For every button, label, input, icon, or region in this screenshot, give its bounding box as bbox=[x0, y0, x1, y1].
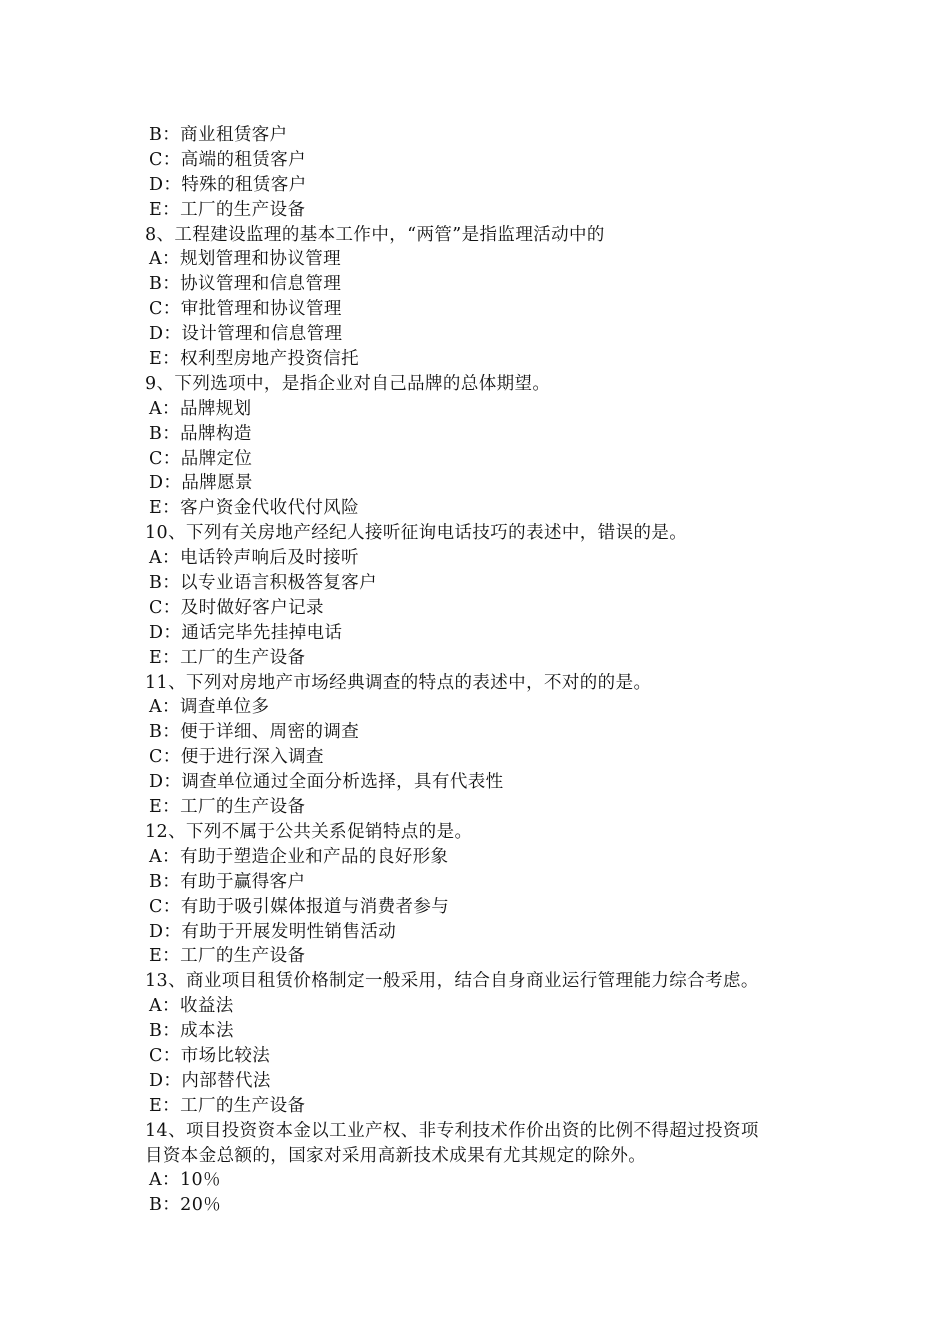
answer-option: E：工厂的生产设备 bbox=[149, 946, 306, 967]
answer-option: E：工厂的生产设备 bbox=[149, 647, 306, 668]
answer-option: A：规划管理和协议管理 bbox=[149, 249, 342, 270]
answer-option: A：调查单位多 bbox=[149, 697, 270, 718]
answer-option: A：品牌规划 bbox=[149, 398, 252, 419]
answer-option: E：客户资金代收代付风险 bbox=[149, 498, 360, 519]
question-list bbox=[145, 123, 815, 1218]
question-text: 11、下列对房地产市场经典调查的特点的表述中，不对的的是。 bbox=[145, 672, 652, 693]
answer-option: D：调查单位通过全面分析选择，具有代表性 bbox=[149, 772, 504, 793]
answer-option: B：协议管理和信息管理 bbox=[149, 274, 342, 295]
answer-option: C：有助于吸引媒体报道与消费者参与 bbox=[149, 896, 450, 917]
question-text: 12、下列不属于公共关系促销特点的是。 bbox=[145, 821, 473, 842]
answer-option: B：有助于赢得客户 bbox=[149, 871, 306, 892]
answer-option: C：及时做好客户记录 bbox=[149, 597, 324, 618]
answer-option: C：市场比较法 bbox=[149, 1045, 271, 1066]
answer-option: A：有助于塑造企业和产品的良好形象 bbox=[149, 846, 449, 867]
answer-option: C：审批管理和协议管理 bbox=[149, 299, 342, 320]
question-text: 9、下列选项中，是指企业对自己品牌的总体期望。 bbox=[145, 373, 551, 394]
answer-option: B：以专业语言积极答复客户 bbox=[149, 573, 378, 594]
answer-option: A：收益法 bbox=[149, 996, 234, 1017]
answer-option: B：商业租赁客户 bbox=[149, 125, 288, 145]
question-text: 14、项目投资资本金以工业产权、非专利技术作价出资的比例不得超过投资项 bbox=[145, 1120, 759, 1141]
answer-option: C：高端的租赁客户 bbox=[149, 149, 306, 170]
answer-option: A：10％ bbox=[149, 1170, 221, 1191]
answer-option: B：成本法 bbox=[149, 1021, 234, 1042]
answer-option: D：设计管理和信息管理 bbox=[149, 324, 343, 345]
answer-option: E：工厂的生产设备 bbox=[149, 797, 306, 818]
question-text: 10、下列有关房地产经纪人接听征询电话技巧的表述中，错误的是。 bbox=[145, 523, 688, 544]
answer-option: B：品牌构造 bbox=[149, 423, 252, 444]
answer-option: C：品牌定位 bbox=[149, 448, 253, 469]
question-text: 8、工程建设监理的基本工作中，“两管”是指监理活动中的 bbox=[145, 224, 605, 245]
answer-option: D：通话完毕先挂掉电话 bbox=[149, 622, 343, 643]
answer-option: C：便于进行深入调查 bbox=[149, 747, 324, 768]
answer-option: B：便于详细、周密的调查 bbox=[149, 722, 360, 743]
answer-option: B：20％ bbox=[149, 1195, 222, 1216]
answer-option: D：有助于开展发明性销售活动 bbox=[149, 921, 397, 942]
answer-option: D：品牌愿景 bbox=[149, 473, 253, 494]
answer-option: E：工厂的生产设备 bbox=[149, 1095, 306, 1116]
answer-option: E：工厂的生产设备 bbox=[149, 199, 306, 220]
answer-option: D：内部替代法 bbox=[149, 1070, 271, 1091]
answer-option: D：特殊的租赁客户 bbox=[149, 174, 307, 195]
question-text: 13、商业项目租赁价格制定一般采用，结合自身商业运行管理能力综合考虑。 bbox=[145, 971, 759, 992]
answer-option: E：权利型房地产投资信托 bbox=[149, 349, 360, 370]
question-text: 目资本金总额的，国家对采用高新技术成果有尤其规定的除外。 bbox=[145, 1145, 647, 1166]
answer-option: A：电话铃声响后及时接听 bbox=[149, 548, 359, 569]
